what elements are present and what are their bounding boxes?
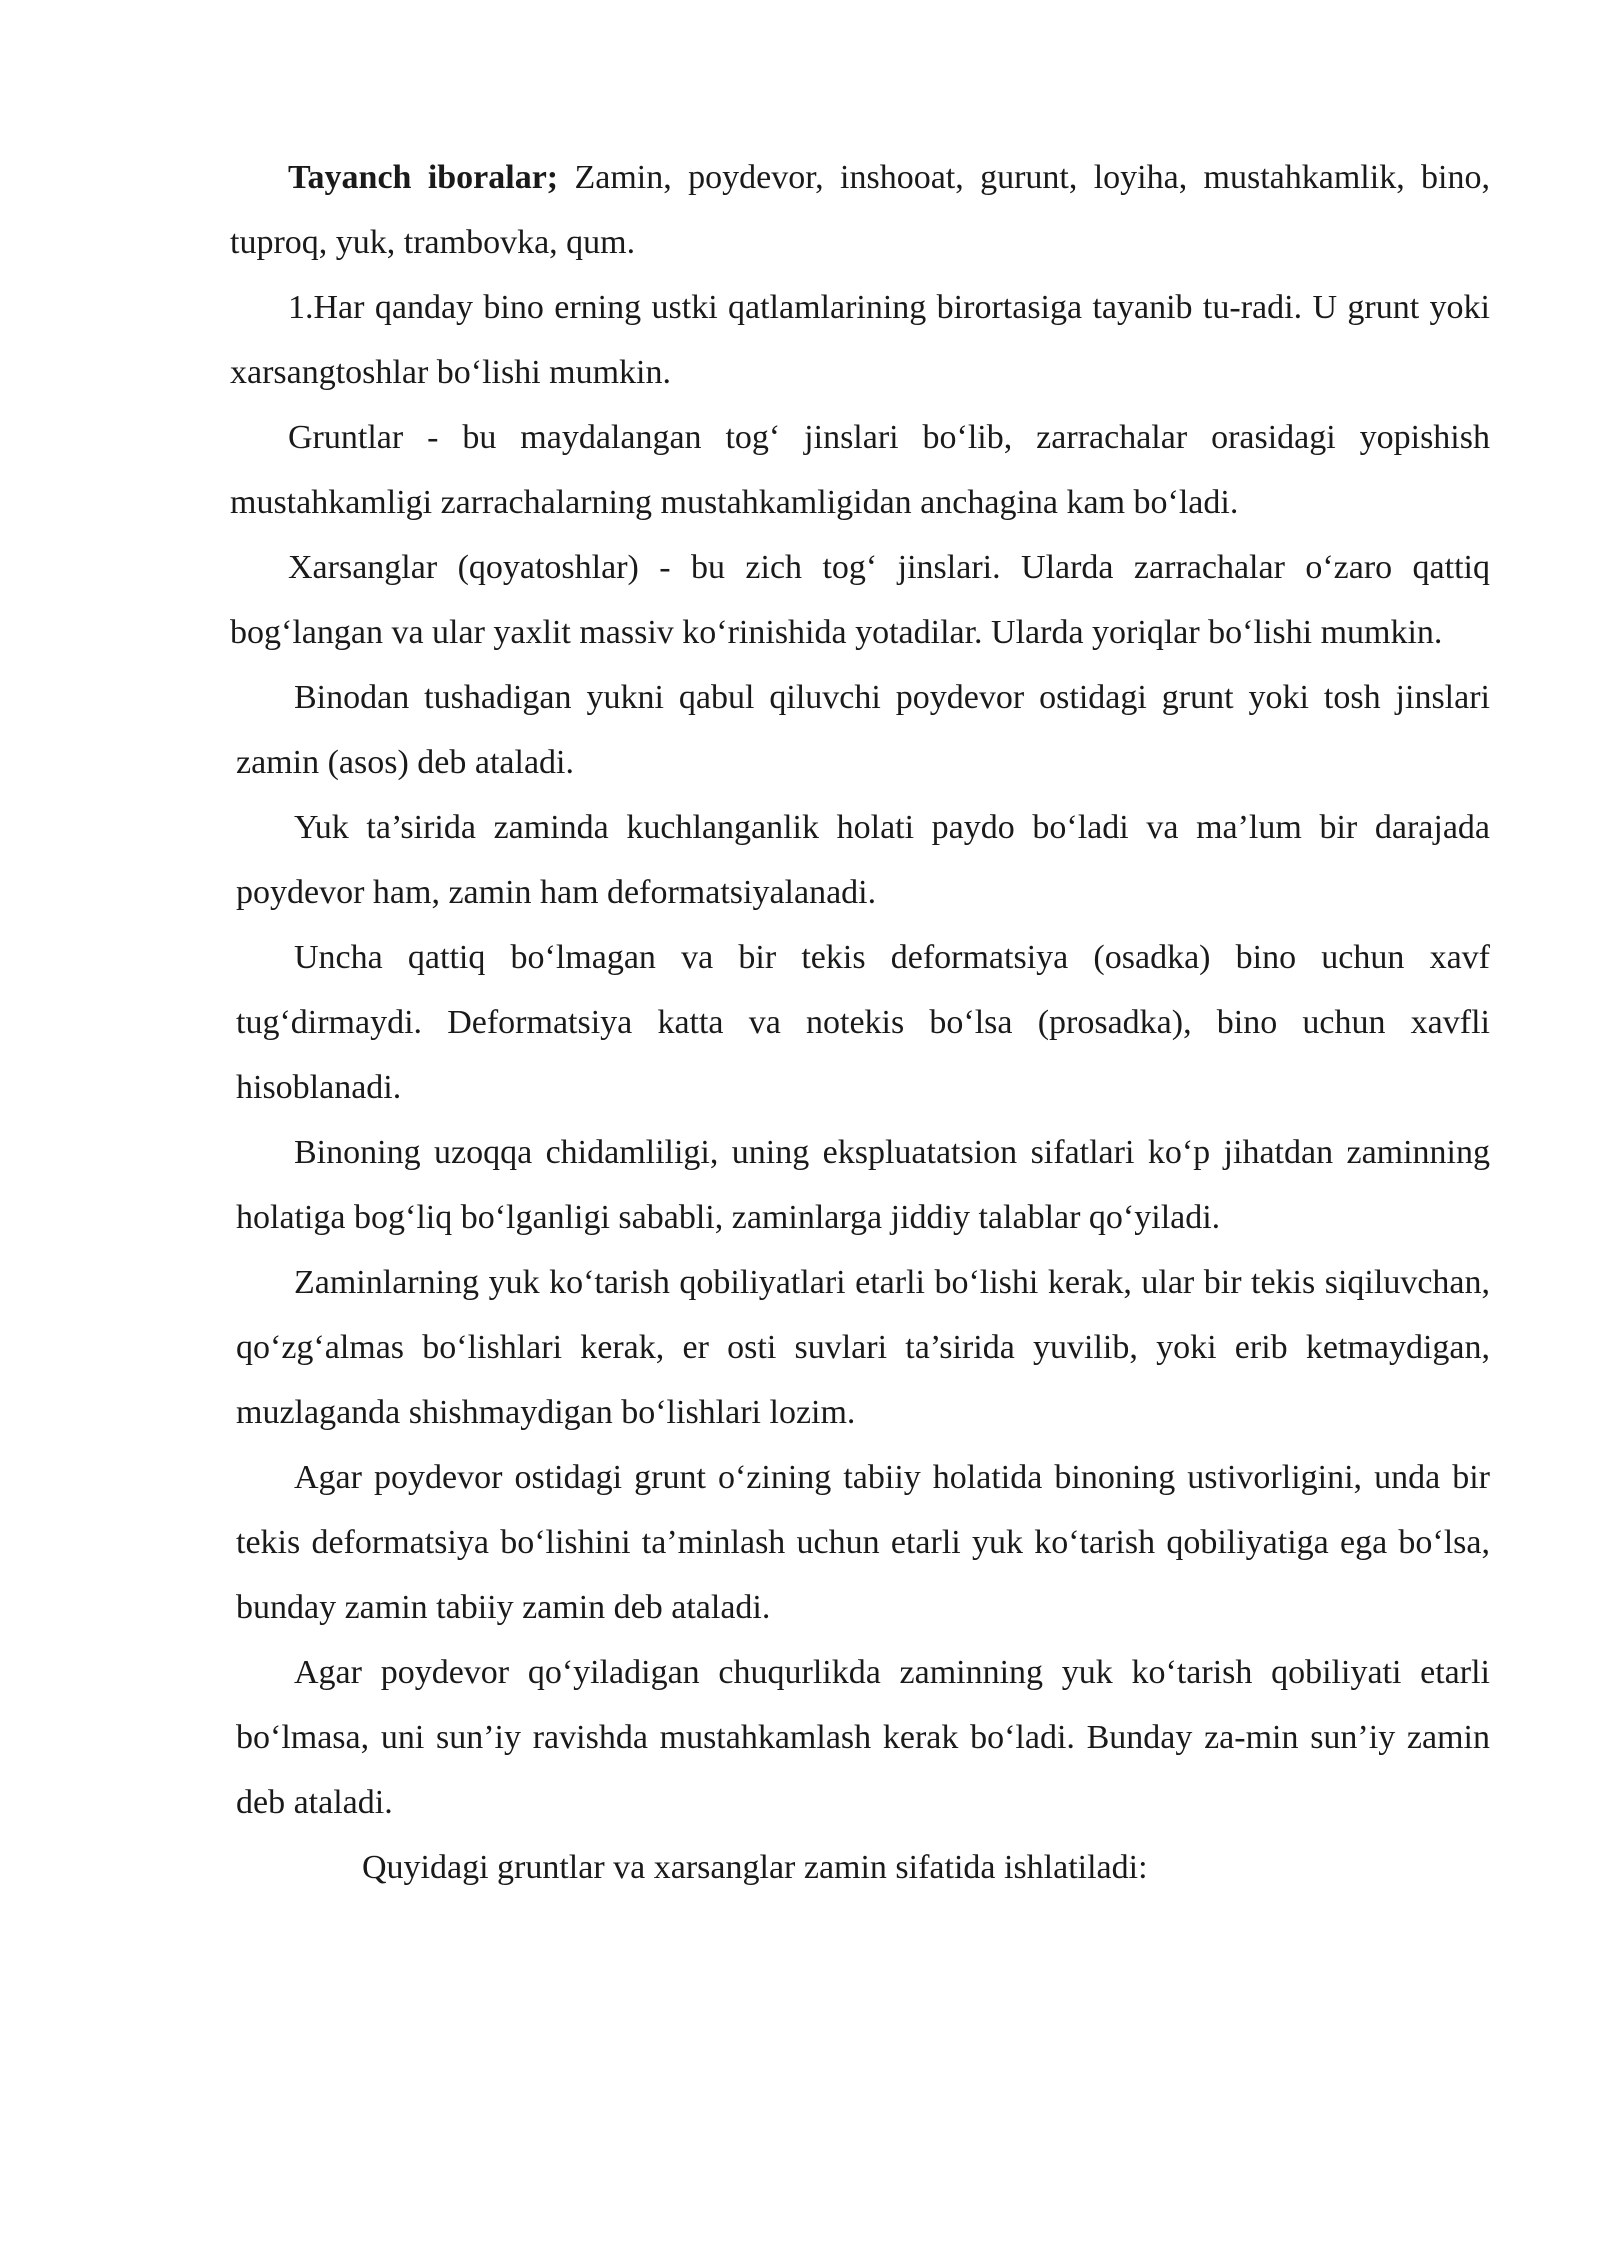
paragraph-9: Agar poydevor ostidagi grunt o‘zining tabiiy holatida binoning ustivorligini, unda bir tekis deformatsiya bo‘lishini ta’minlash uchun etarli yuk ko‘tarish qobiliyatiga ega bo‘lsa, bunday zamin tabiiy zamin deb ataladi. (236, 1459, 1490, 1626)
paragraph-3: Xarsanglar (qoyatoshlar) - bu zich tog‘ jinslari. Ularda zarrachalar o‘zaro qattiq bog‘langan va ular yaxlit massiv ko‘rinishida yotadilar. Ularda yoriqlar bo‘lishi mumkin. (230, 549, 1490, 651)
paragraph-7: Binoning uzoqqa chidamliligi, uning ekspluatatsion sifatlari ko‘p jihatdan zaminning holatiga bog‘liq bo‘lganligi sababli, zaminlarga jiddiy talablar qo‘yiladi. (236, 1134, 1490, 1236)
paragraph-11: Quyidagi gruntlar va xarsanglar zamin sifatida ishlatiladi: (362, 1849, 1148, 1886)
paragraph-6: Uncha qattiq bo‘lmagan va bir tekis deformatsiya (osadka) bino uchun xavf tug‘dirmaydi. Deformatsiya katta va notekis bo‘lsa (prosadka), bino uchun xavfli hisoblanadi. (236, 939, 1490, 1106)
key-terms-text: Zamin, poydevor, inshooat, gurunt, loyiha, mustahkamlik, bino, tuproq, yuk, trambovka, qum. (230, 159, 1490, 261)
paragraph-key-terms (230, 145, 1490, 275)
document-body (230, 145, 1490, 1900)
paragraph-8: Zaminlarning yuk ko‘tarish qobiliyatlari etarli bo‘lishi kerak, ular bir tekis siqiluvchan, qo‘zg‘almas bo‘lishlari kerak, er osti suvlari ta’sirida yuvilib, yoki erib ketmaydigan, muzlaganda shishmaydigan bo‘lishlari lozim. (236, 1264, 1490, 1431)
paragraph-1: 1.Har qanday bino erning ustki qatlamlarining birortasiga tayanib tu-radi. U grunt yoki xarsangtoshlar bo‘lishi mumkin. (230, 289, 1490, 391)
paragraph-2: Gruntlar - bu maydalangan tog‘ jinslari bo‘lib, zarrachalar orasidagi yopishish mustahkamligi zarrachalarning mustahkamligidan anchagina kam bo‘ladi. (230, 419, 1490, 521)
paragraph-4: Binodan tushadigan yukni qabul qiluvchi poydevor ostidagi grunt yoki tosh jinslari zamin (asos) deb ataladi. (236, 679, 1490, 781)
key-terms-heading: Tayanch iboralar; (288, 159, 559, 196)
paragraph-5: Yuk ta’sirida zaminda kuchlanganlik holati paydo bo‘ladi va ma’lum bir darajada poydevor ham, zamin ham deformatsiyalanadi. (236, 809, 1490, 911)
paragraph-10: Agar poydevor qo‘yiladigan chuqurlikda zaminning yuk ko‘tarish qobiliyati etarli bo‘lmasa, uni sun’iy ravishda mustahkamlash kerak bo‘ladi. Bunday za-min sun’iy zamin deb ataladi. (236, 1654, 1490, 1821)
